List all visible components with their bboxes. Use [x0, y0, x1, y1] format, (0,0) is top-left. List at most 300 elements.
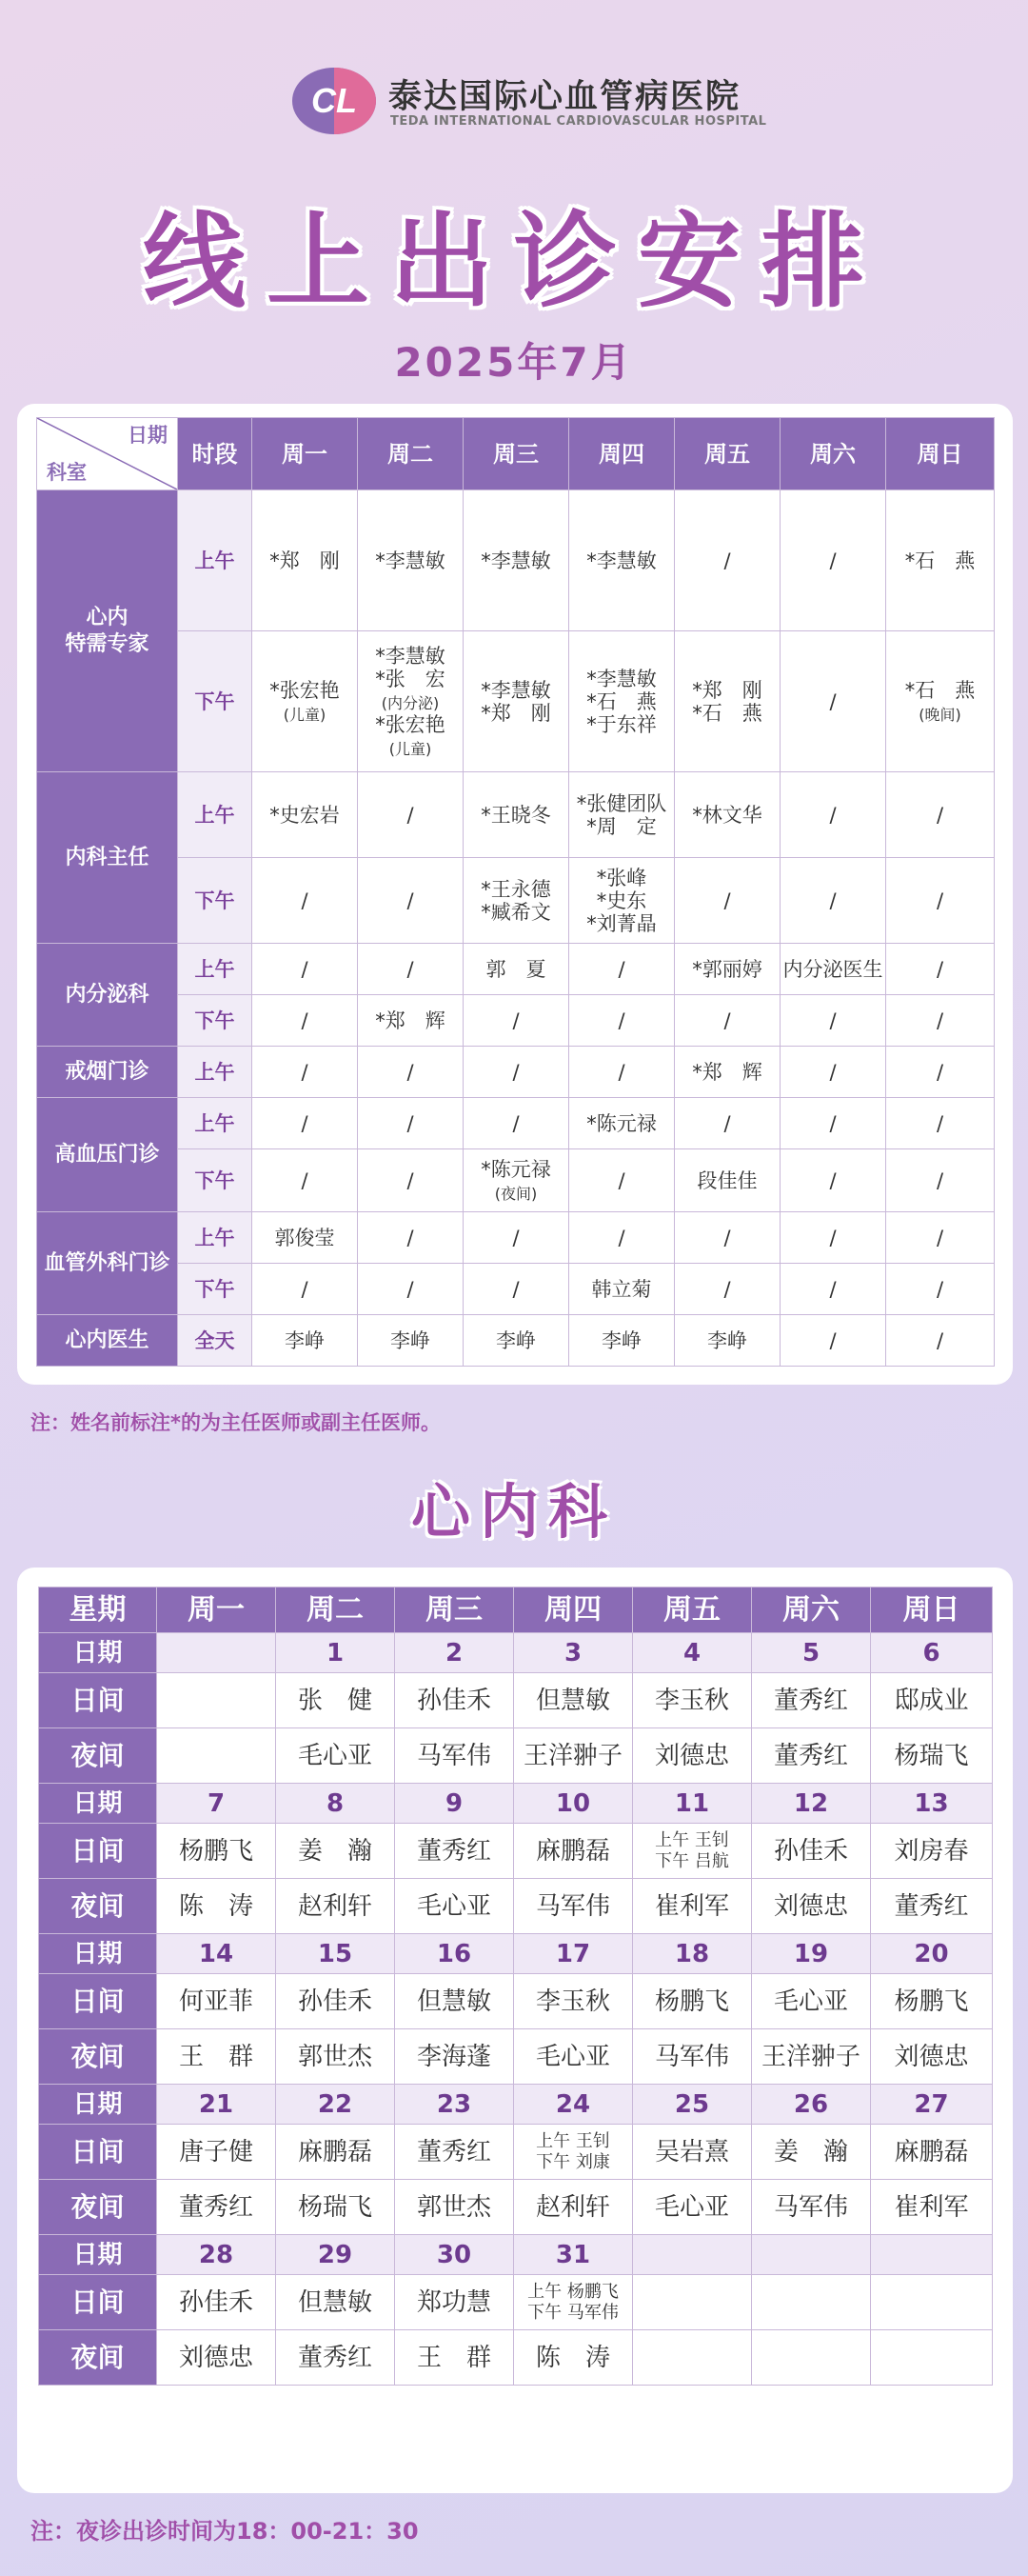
doctor-cell: [464, 995, 569, 1047]
doctor-cell: [252, 1264, 358, 1315]
date-row: [39, 1633, 993, 1673]
cell-line: 郭 夏: [485, 957, 546, 981]
cell-line: 孙佳禾: [773, 1836, 848, 1866]
cell-line: /: [406, 957, 414, 981]
doctor-cell: [886, 772, 995, 858]
cell-line: 孙佳禾: [416, 1686, 491, 1715]
header-fri: 周五: [675, 418, 781, 490]
cell-line: /: [406, 803, 414, 827]
cell-line: (儿童): [388, 739, 432, 758]
duty-doctor-cell: [157, 2180, 276, 2235]
duty-doctor-cell: [871, 1673, 993, 1728]
section-title: 心内科: [410, 1477, 617, 1547]
cell-line: 李峥: [285, 1328, 325, 1352]
cell-line: 心内: [86, 605, 128, 629]
cell-line: /: [406, 1168, 414, 1192]
cell-line: 董秀红: [416, 2137, 491, 2167]
cell-line: /: [618, 1168, 625, 1192]
date-cell: 31: [514, 2235, 633, 2275]
date-cell: 17: [514, 1934, 633, 1974]
date-cell: 4: [633, 1633, 752, 1673]
cell-line: 刘德忠: [773, 1891, 848, 1921]
cell-line: /: [829, 689, 837, 713]
dept-cell: [37, 944, 178, 1047]
cell-line: *刘菁晶: [586, 911, 657, 935]
duty-doctor-cell: [871, 2125, 993, 2180]
cell-line: 赵利轩: [535, 2192, 610, 2222]
date-cell: 26: [752, 2085, 871, 2125]
header-mon: 周一: [252, 418, 358, 490]
date-cell: 23: [395, 2085, 514, 2125]
duty-doctor-cell: [514, 1879, 633, 1934]
cell-line: 上午 王钊: [655, 1829, 729, 1850]
doctor-cell: [464, 1149, 569, 1212]
cell-line: *林文华: [692, 803, 762, 827]
cell-line: *周 定: [586, 814, 657, 838]
day-shift-row: [39, 1974, 993, 2029]
doctor-cell: [675, 1047, 781, 1098]
cell-line: *史东: [596, 889, 647, 912]
duty-schedule-table: [38, 1587, 993, 2386]
duty-doctor-cell: [276, 2275, 395, 2330]
duty-doctor-cell: [514, 1824, 633, 1879]
cell-line: *张宏艳: [269, 678, 340, 702]
duty-doctor-cell: [514, 2330, 633, 2386]
day-shift-row: [39, 1673, 993, 1728]
cell-line: *郭丽婷: [692, 957, 762, 981]
night-label: 夜间: [39, 1879, 157, 1934]
cell-line: 毛心亚: [654, 2192, 729, 2222]
date-cell: 6: [871, 1633, 993, 1673]
duty-doctor-cell: [157, 1728, 276, 1784]
cell-line: 董秀红: [894, 1891, 969, 1921]
date-cell: 25: [633, 2085, 752, 2125]
cell-line: /: [936, 1060, 944, 1084]
doctor-cell: [252, 1149, 358, 1212]
cell-line: *李慧敏: [375, 644, 445, 668]
doctor-cell: [358, 1212, 464, 1264]
date-cell: 1: [276, 1633, 395, 1673]
doctor-cell: [358, 490, 464, 631]
online-schedule-table: [36, 417, 995, 1367]
table-row: [37, 995, 995, 1047]
cell-line: 下午 马军伟: [527, 2302, 619, 2323]
slot-cell: 下午: [178, 1264, 252, 1315]
duty-doctor-cell: [514, 2125, 633, 2180]
slot-cell: 上午: [178, 1098, 252, 1149]
date-cell: 2: [395, 1633, 514, 1673]
cell-line: 王 群: [178, 2042, 253, 2071]
night-label: 夜间: [39, 2180, 157, 2235]
cell-line: 毛心亚: [773, 1987, 848, 2016]
duty-doctor-cell: [752, 2275, 871, 2330]
cell-line: *郑 刚: [481, 701, 551, 725]
doctor-cell: [252, 772, 358, 858]
duty-schedule-card: [17, 1568, 1013, 2493]
doctor-cell: [464, 858, 569, 944]
doctor-cell: [886, 631, 995, 772]
duty-doctor-cell: [633, 2330, 752, 2386]
doctor-cell: [886, 1098, 995, 1149]
slot-cell: 下午: [178, 995, 252, 1047]
cell-line: 毛心亚: [535, 2042, 610, 2071]
doctor-cell: [781, 1098, 886, 1149]
date-label: 日期: [39, 2235, 157, 2275]
date-cell: 11: [633, 1784, 752, 1824]
doctor-cell: [569, 1149, 675, 1212]
cell-line: 吴岩熹: [654, 2137, 729, 2167]
date-cell: [633, 2235, 752, 2275]
cell-line: 杨瑞飞: [297, 2192, 372, 2222]
doctor-cell: [569, 858, 675, 944]
cell-line: (夜间): [494, 1184, 538, 1203]
duty-doctor-cell: [752, 1974, 871, 2029]
cell-line: *李慧敏: [481, 678, 551, 702]
table-row: [37, 772, 995, 858]
date-cell: 8: [276, 1784, 395, 1824]
doctor-cell: [464, 631, 569, 772]
cell-line: 内分泌医生: [782, 957, 883, 981]
cell-line: *石 燕: [586, 689, 657, 713]
dept-cell: [37, 490, 178, 772]
cell-line: 高血压门诊: [54, 1142, 160, 1167]
doctor-cell: [781, 772, 886, 858]
duty-doctor-cell: [276, 2125, 395, 2180]
cell-line: 下午 吕航: [655, 1850, 729, 1871]
cell-line: /: [512, 1111, 520, 1135]
duty-doctor-cell: [276, 1728, 395, 1784]
cell-line: /: [829, 549, 837, 572]
slot-cell: 下午: [178, 1149, 252, 1212]
doctor-cell: [781, 1315, 886, 1367]
cell-line: 上午 王钊: [536, 2130, 610, 2151]
duty-doctor-cell: [752, 2180, 871, 2235]
cell-line: 郭俊莹: [274, 1226, 335, 1249]
duty-doctor-cell: [633, 2029, 752, 2085]
doctor-cell: [464, 1264, 569, 1315]
cell-line: /: [723, 1277, 731, 1301]
cell-line: 马军伟: [416, 1741, 491, 1770]
slot-cell: 上午: [178, 1047, 252, 1098]
cell-line: /: [723, 889, 731, 912]
cell-line: /: [512, 1008, 520, 1032]
doctor-cell: [675, 490, 781, 631]
day-label: 日间: [39, 2275, 157, 2330]
doctor-cell: [252, 1047, 358, 1098]
doctor-cell: [358, 1315, 464, 1367]
cell-line: *王永德: [481, 877, 551, 901]
doctor-cell: [781, 995, 886, 1047]
cell-line: /: [829, 1060, 837, 1084]
cell-line: 董秀红: [178, 2192, 253, 2222]
note-senior-doctor: 注：姓名前标注*的为主任医师或副主任医师。: [30, 1411, 441, 1434]
duty-doctor-cell: [871, 1879, 993, 1934]
header-sun: 周日: [871, 1588, 993, 1633]
date-row: [39, 2235, 993, 2275]
cell-line: 孙佳禾: [178, 2287, 253, 2317]
header-weekday: 星期: [39, 1588, 157, 1633]
date-row: [39, 2085, 993, 2125]
cell-line: /: [512, 1277, 520, 1301]
dept-cell: [37, 1315, 178, 1367]
cell-line: 王洋翀子: [523, 1741, 623, 1770]
doctor-cell: [675, 1264, 781, 1315]
doctor-cell: [464, 1098, 569, 1149]
duty-doctor-cell: [395, 2330, 514, 2386]
doctor-cell: [675, 1315, 781, 1367]
cell-line: /: [936, 803, 944, 827]
doctor-cell: [886, 1315, 995, 1367]
corner-dept-label: 科室: [47, 461, 87, 484]
cell-line: 内科主任: [65, 845, 149, 869]
cell-line: (内分泌): [381, 693, 440, 712]
doctor-cell: [675, 1149, 781, 1212]
cell-line: 陈 涛: [535, 2343, 610, 2372]
cell-line: /: [829, 889, 837, 912]
date-cell: 27: [871, 2085, 993, 2125]
date-label: 日期: [39, 2085, 157, 2125]
table-row: [37, 1047, 995, 1098]
doctor-cell: [569, 944, 675, 995]
cell-line: *李慧敏: [586, 667, 657, 690]
date-cell: 18: [633, 1934, 752, 1974]
table-row: [37, 858, 995, 944]
doctor-cell: [464, 944, 569, 995]
duty-doctor-cell: [395, 2275, 514, 2330]
date-cell: 29: [276, 2235, 395, 2275]
duty-doctor-cell: [157, 1824, 276, 1879]
doctor-cell: [252, 944, 358, 995]
cell-line: 王洋翀子: [761, 2042, 860, 2071]
header-tue: 周二: [276, 1588, 395, 1633]
cell-line: 姜 瀚: [773, 2137, 848, 2167]
online-schedule-card: [17, 404, 1013, 1385]
duty-doctor-cell: [395, 1974, 514, 2029]
cell-line: 李玉秋: [654, 1686, 729, 1715]
duty-doctor-cell: [752, 2029, 871, 2085]
cell-line: /: [406, 1060, 414, 1084]
duty-doctor-cell: [633, 1879, 752, 1934]
cell-line: /: [829, 1008, 837, 1032]
doctor-cell: [886, 1264, 995, 1315]
duty-doctor-cell: [395, 2125, 514, 2180]
date-row: [39, 1784, 993, 1824]
cell-line: /: [723, 1111, 731, 1135]
duty-doctor-cell: [871, 2029, 993, 2085]
header-tue: 周二: [358, 418, 464, 490]
doctor-cell: [358, 995, 464, 1047]
date-cell: 16: [395, 1934, 514, 1974]
cell-line: 毛心亚: [416, 1891, 491, 1921]
cell-line: 但慧敏: [416, 1987, 491, 2016]
doctor-cell: [675, 772, 781, 858]
doctor-cell: [252, 1315, 358, 1367]
doctor-cell: [569, 1212, 675, 1264]
cell-line: 郑功慧: [416, 2287, 491, 2317]
date-cell: 21: [157, 2085, 276, 2125]
cell-line: 戒烟门诊: [65, 1059, 149, 1084]
date-cell: [871, 2235, 993, 2275]
cell-line: *臧希文: [481, 900, 551, 924]
cell-line: /: [301, 1060, 308, 1084]
date-cell: 22: [276, 2085, 395, 2125]
header-sat: 周六: [752, 1588, 871, 1633]
cell-line: 唐子健: [178, 2137, 253, 2167]
duty-doctor-cell: [514, 2180, 633, 2235]
cell-line: 郭世杰: [297, 2042, 372, 2071]
slot-cell: 下午: [178, 858, 252, 944]
header-mon: 周一: [157, 1588, 276, 1633]
night-shift-row: [39, 2029, 993, 2085]
cell-line: /: [301, 957, 308, 981]
duty-doctor-cell: [633, 2275, 752, 2330]
cell-line: 毛心亚: [297, 1741, 372, 1770]
doctor-cell: [252, 995, 358, 1047]
cell-line: 杨鹏飞: [178, 1836, 253, 1866]
cell-line: *李慧敏: [586, 549, 657, 572]
duty-doctor-cell: [752, 1824, 871, 1879]
duty-doctor-cell: [633, 2125, 752, 2180]
doctor-cell: [675, 1098, 781, 1149]
day-label: 日间: [39, 1673, 157, 1728]
cell-line: *李慧敏: [375, 549, 445, 572]
table-row: [37, 1315, 995, 1367]
date-cell: 30: [395, 2235, 514, 2275]
cell-line: 马军伟: [535, 1891, 610, 1921]
night-shift-row: [39, 1879, 993, 1934]
cell-line: *张峰: [596, 866, 647, 889]
date-cell: 20: [871, 1934, 993, 1974]
doctor-cell: [781, 490, 886, 631]
cell-line: 马军伟: [654, 2042, 729, 2071]
duty-doctor-cell: [276, 1974, 395, 2029]
doctor-cell: [358, 944, 464, 995]
night-shift-row: [39, 1728, 993, 1784]
cell-line: 董秀红: [773, 1741, 848, 1770]
doctor-cell: [569, 1047, 675, 1098]
date-label: 日期: [39, 1934, 157, 1974]
hospital-name-en: TEDA INTERNATIONAL CARDIOVASCULAR HOSPITAL: [390, 114, 767, 129]
date-row: [39, 1934, 993, 1974]
cell-line: /: [936, 1328, 944, 1352]
date-cell: 10: [514, 1784, 633, 1824]
duty-doctor-cell: [752, 1673, 871, 1728]
hospital-name: 泰达国际心血管病医院: [388, 78, 741, 116]
cell-line: *王晓冬: [481, 803, 551, 827]
slot-cell: 上午: [178, 1212, 252, 1264]
cell-line: 但慧敏: [297, 2287, 372, 2317]
doctor-cell: [886, 1149, 995, 1212]
night-label: 夜间: [39, 2029, 157, 2085]
cell-line: *郑 刚: [692, 678, 762, 702]
month-label: 2025年7月: [394, 339, 634, 386]
duty-doctor-cell: [633, 1824, 752, 1879]
doctor-cell: [886, 995, 995, 1047]
svg-text:CL: CL: [311, 81, 357, 120]
cell-line: /: [936, 1111, 944, 1135]
date-cell: [752, 2235, 871, 2275]
doctor-cell: [569, 1315, 675, 1367]
date-cell: 19: [752, 1934, 871, 1974]
duty-doctor-cell: [871, 2180, 993, 2235]
cell-line: 赵利轩: [297, 1891, 372, 1921]
doctor-cell: [252, 490, 358, 631]
cell-line: (儿童): [283, 705, 326, 724]
doctor-cell: [569, 490, 675, 631]
table-row: [37, 1149, 995, 1212]
corner-date-label: 日期: [128, 424, 168, 447]
slot-cell: 下午: [178, 631, 252, 772]
duty-doctor-cell: [276, 2180, 395, 2235]
doctor-cell: [358, 1264, 464, 1315]
cell-line: 崔利军: [894, 2192, 969, 2222]
table-row: [37, 490, 995, 631]
date-cell: 28: [157, 2235, 276, 2275]
header-wed: 周三: [395, 1588, 514, 1633]
date-cell: 9: [395, 1784, 514, 1824]
page-title: 线上出诊安排: [142, 203, 885, 322]
cell-line: *于东祥: [586, 712, 657, 736]
duty-doctor-cell: [395, 2029, 514, 2085]
cell-line: /: [829, 1226, 837, 1249]
duty-doctor-cell: [276, 2029, 395, 2085]
doctor-cell: [358, 858, 464, 944]
cell-line: *郑 辉: [375, 1008, 445, 1032]
duty-doctor-cell: [514, 1974, 633, 2029]
cell-line: /: [406, 1277, 414, 1301]
cell-line: *张宏艳: [375, 712, 445, 736]
cell-line: /: [301, 1277, 308, 1301]
doctor-cell: [252, 631, 358, 772]
doctor-cell: [675, 858, 781, 944]
cell-line: 段佳佳: [697, 1168, 758, 1192]
cell-line: /: [618, 1060, 625, 1084]
duty-doctor-cell: [871, 2275, 993, 2330]
cell-line: *陈元禄: [586, 1111, 657, 1135]
date-cell: [157, 1633, 276, 1673]
dept-cell: [37, 1047, 178, 1098]
cell-line: /: [618, 1008, 625, 1032]
cell-line: 李玉秋: [535, 1987, 610, 2016]
cell-line: 刘德忠: [894, 2042, 969, 2071]
cell-line: 心内医生: [65, 1328, 149, 1352]
cell-line: 杨鹏飞: [654, 1987, 729, 2016]
header-wed: 周三: [464, 418, 569, 490]
day-label: 日间: [39, 1974, 157, 2029]
doctor-cell: [569, 995, 675, 1047]
slot-cell: 上午: [178, 944, 252, 995]
cell-line: 杨瑞飞: [894, 1741, 969, 1770]
doctor-cell: [252, 1098, 358, 1149]
cell-line: 董秀红: [297, 2343, 372, 2372]
hospital-logo-icon: [290, 65, 378, 137]
doctor-cell: [886, 490, 995, 631]
doctor-cell: [569, 1098, 675, 1149]
duty-doctor-cell: [752, 2125, 871, 2180]
cell-line: 邸成业: [894, 1686, 969, 1715]
cell-line: 王 群: [416, 2343, 491, 2372]
duty-doctor-cell: [157, 2125, 276, 2180]
table-row: [37, 1264, 995, 1315]
hospital-header: [0, 65, 1028, 141]
night-shift-row: [39, 2180, 993, 2235]
table-corner: [37, 418, 178, 490]
cell-line: /: [723, 1008, 731, 1032]
slot-cell: 上午: [178, 490, 252, 631]
cell-line: *陈元禄: [481, 1157, 551, 1181]
cell-line: /: [512, 1226, 520, 1249]
cell-line: 麻鹏磊: [297, 2137, 372, 2167]
